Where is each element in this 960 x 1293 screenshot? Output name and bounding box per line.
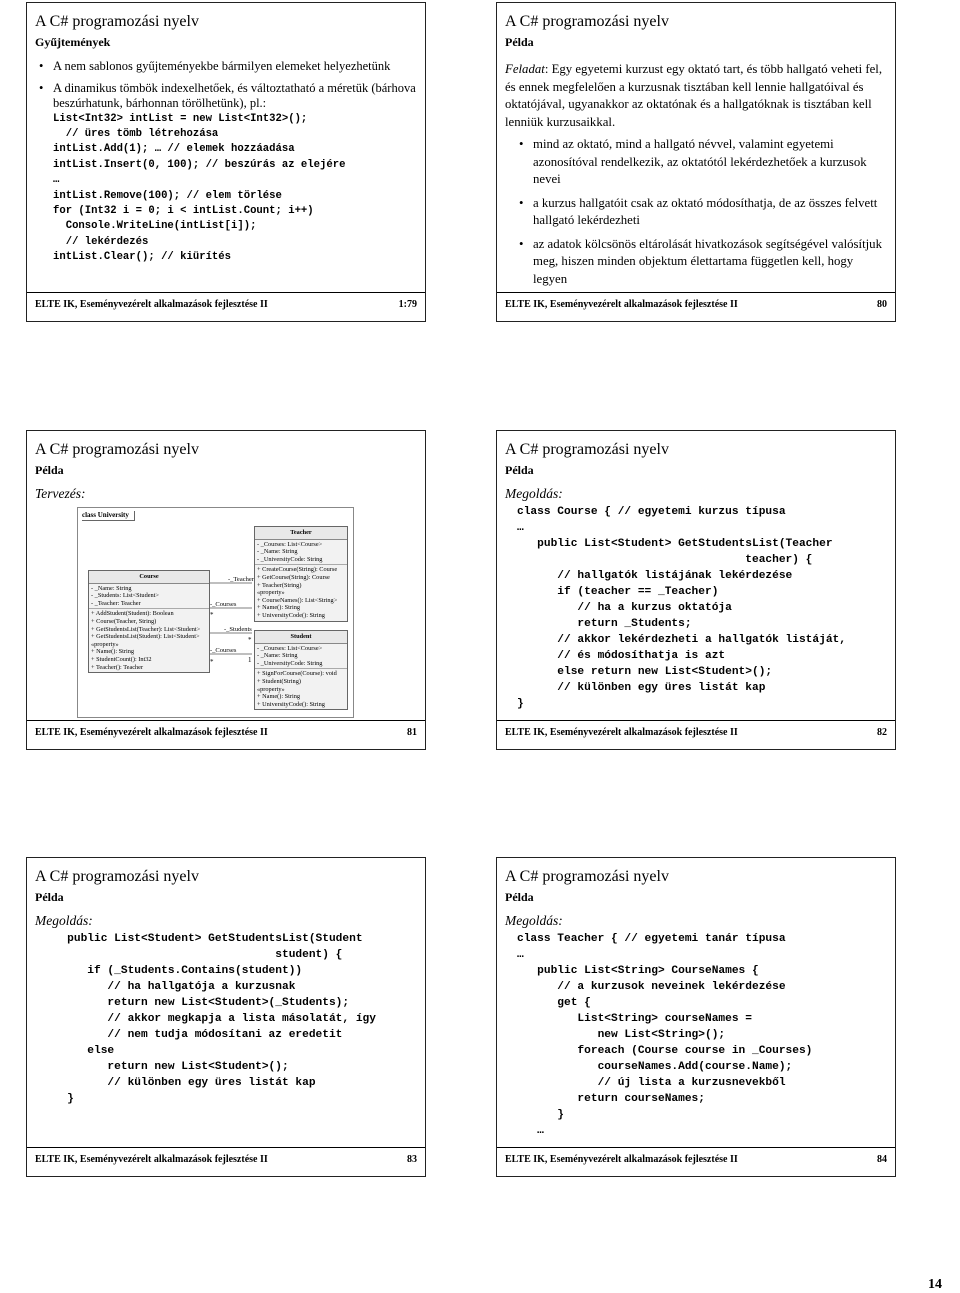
bullet-text: A dinamikus tömbök indexelhetőek, és változtatható a méretük (bárhova beszúrhatunk, bárhonnan törölhetünk), pl.:: [53, 80, 416, 110]
slide-title: A C# programozási nyelv: [505, 868, 669, 885]
slide-body: [35, 59, 419, 266]
assoc-label: -_Teacher: [228, 576, 254, 583]
slide-footer: [35, 727, 417, 741]
slide-number: 83: [407, 1154, 417, 1165]
sheet-page-number: 14: [928, 1277, 942, 1292]
multiplicity: 1: [248, 656, 252, 664]
bullet-item: [35, 81, 419, 266]
section-heading: Megoldás:: [35, 913, 93, 928]
bullet-item: • A nem sablonos gyűjteményekbe bármilyen elemeket helyezhetünk: [35, 59, 419, 75]
footer-text: ELTE IK, Eseményvezérelt alkalmazások fejlesztése II: [35, 1154, 268, 1165]
footer-divider: [497, 720, 895, 721]
uml-class-student: [254, 630, 348, 710]
footer-text: ELTE IK, Eseményvezérelt alkalmazások fejlesztése II: [35, 299, 268, 310]
class-name: Student: [255, 631, 347, 644]
slide-subtitle: Példa: [505, 35, 534, 49]
slide-footer: [505, 727, 887, 741]
slide-subtitle: Gyűjtemények: [35, 35, 111, 49]
footer-divider: [27, 292, 425, 293]
bullet-list: [505, 136, 889, 288]
slide-83: [26, 857, 426, 1177]
class-name: Course: [89, 571, 209, 584]
section-heading: Megoldás:: [505, 913, 563, 928]
task-text: : Egy egyetemi kurzust egy oktató tart, és több hallgató veheti fel, és ennek megfelelően a kurzusnak tisztában kell lennie hallgatóival és oktatójával, ugyanakkor az oktatónak és a hallgatóknak is tisztában kell lenniük kurzusaikkal.: [505, 62, 883, 129]
multiplicity: *: [248, 636, 252, 644]
uml-class-teacher: [254, 526, 348, 622]
slide-subtitle: Példa: [35, 890, 64, 904]
slide-title: A C# programozási nyelv: [505, 13, 669, 30]
diagram-frame-label: class University: [82, 511, 135, 521]
slide-number: 81: [407, 727, 417, 738]
code-block: public List<Student> GetStudentsList(Student student) { if (_Students.Contains(student)) // ha hallgatója a kurzusnak return new List<Student>(_Students); // akkor megkapja a lista másolatát, így // nem tudja módosítani az eredetit else return new List<Student>(); // különben egy üres listát kap }: [67, 932, 376, 1105]
footer-text: ELTE IK, Eseményvezérelt alkalmazások fejlesztése II: [505, 727, 738, 738]
slide-footer: [505, 1154, 887, 1168]
slide-subtitle: Példa: [505, 463, 534, 477]
slide-number: 82: [877, 727, 887, 738]
multiplicity: *: [210, 658, 214, 666]
bullet-item: • az adatok kölcsönös eltárolását hivatkozások segítségével valósítjuk meg, hiszen minden objektum élettartama független kell, hogy legyen: [515, 236, 889, 289]
class-attributes: - _Courses: List<Course> - _Name: String - _UniversityCode: String: [255, 644, 347, 670]
slide-footer: [35, 299, 417, 313]
slide-79: [26, 2, 426, 322]
slide-body: [505, 61, 889, 294]
slide-title: A C# programozási nyelv: [35, 441, 199, 458]
footer-text: ELTE IK, Eseményvezérelt alkalmazások fejlesztése II: [505, 1154, 738, 1165]
footer-text: ELTE IK, Eseményvezérelt alkalmazások fejlesztése II: [35, 727, 268, 738]
assoc-label: -_Courses: [210, 647, 237, 654]
slide-footer: [35, 1154, 417, 1168]
slide-subtitle: Példa: [35, 463, 64, 477]
assoc-label: -_Courses: [210, 601, 237, 608]
class-operations: + AddStudent(Student): Boolean + Course(Teacher, String) + GetStudentsList(Teacher): List<Student> + GetStudentsList(Student): List<Student> «property» + Name(): String + StudentCount(): Int32 + Teacher(): Teacher: [91, 610, 201, 671]
footer-divider: [27, 1147, 425, 1148]
multiplicity: *: [210, 611, 214, 619]
assoc-label: -_Students: [224, 626, 252, 633]
code-block: List<Int32> intList = new List<Int32>(); // üres tömb létrehozása intList.Add(1); … // elemek hozzáadása intList.Insert(0, 100); // beszúrás az elejére … intList.Remove(100); // elem törlése for (Int32 i = 0; i < intList.Count; i++) Console.WriteLine(intList[i]); // lekérdezés intList.Clear(); // kiürítés: [53, 112, 346, 264]
code-block: class Course { // egyetemi kurzus típusa … public List<Student> GetStudentsList(Teacher teacher) { // hallgatók listájának lekérdezése if (teacher == _Teacher) // ha a kurzus oktatója return _Students; // akkor lekérdezheti a hallgatók listáját, // és módosíthatja is azt else return new List<Student>(); // különben egy üres listát kap }: [517, 505, 846, 710]
class-attributes: - _Name: String - _Students: List<Student> - _Teacher: Teacher: [89, 584, 209, 610]
task-label: Feladat: [505, 62, 545, 76]
slide-footer: [505, 299, 887, 313]
task-paragraph: [505, 61, 889, 131]
class-attributes: - _Courses: List<Course> - _Name: String - _UniversityCode: String: [255, 540, 347, 566]
class-operations: + CreateCourse(String): Course + GetCourse(String): Course + Teacher(String) «property» + CourseNames(): List<String> + Name(): String + UniversityCode(): String: [257, 566, 338, 619]
uml-class-course: [88, 570, 210, 673]
slide-81: [26, 430, 426, 750]
footer-text: ELTE IK, Eseményvezérelt alkalmazások fejlesztése II: [505, 299, 738, 310]
bullet-item: • a kurzus hallgatóit csak az oktató módosíthatja, de az összes felvett hallgató lekérdezheti: [515, 195, 889, 230]
footer-divider: [27, 720, 425, 721]
class-operations: + SignForCourse(Course): void + Student(String) «property» + Name(): String + UniversityCode(): String: [257, 670, 337, 708]
slide-body: [35, 486, 419, 504]
footer-divider: [497, 1147, 895, 1148]
slide-82: [496, 430, 896, 750]
section-heading: Tervezés:: [35, 486, 86, 501]
slide-number: 80: [877, 299, 887, 310]
uml-class-diagram: [77, 507, 354, 718]
slide-80: [496, 2, 896, 322]
slide-number: 84: [877, 1154, 887, 1165]
class-name: Teacher: [255, 527, 347, 540]
bullet-item: • mind az oktató, mind a hallgató névvel, valamint egyetemi azonosítóval rendelkezik, az oktatótól lekérdezhetőek a kurzusok nevei: [515, 136, 889, 189]
section-heading: Megoldás:: [505, 486, 563, 501]
slide-84: [496, 857, 896, 1177]
slide-subtitle: Példa: [505, 890, 534, 904]
slide-title: A C# programozási nyelv: [505, 441, 669, 458]
slide-body: [505, 913, 889, 1139]
slide-title: A C# programozási nyelv: [35, 868, 199, 885]
slide-title: A C# programozási nyelv: [35, 13, 199, 30]
slide-body: [35, 913, 419, 1107]
code-block: class Teacher { // egyetemi tanár típusa … public List<String> CourseNames { // a kurzusok neveinek lekérdezése get { List<String> courseNames = new List<String>(); foreach (Course course in _Courses) courseNames.Add(course.Name); // új lista a kurzusnevekből return courseNames; } …: [517, 932, 813, 1137]
slide-number: 1:79: [398, 299, 417, 310]
slide-body: [505, 486, 889, 712]
footer-divider: [497, 292, 895, 293]
